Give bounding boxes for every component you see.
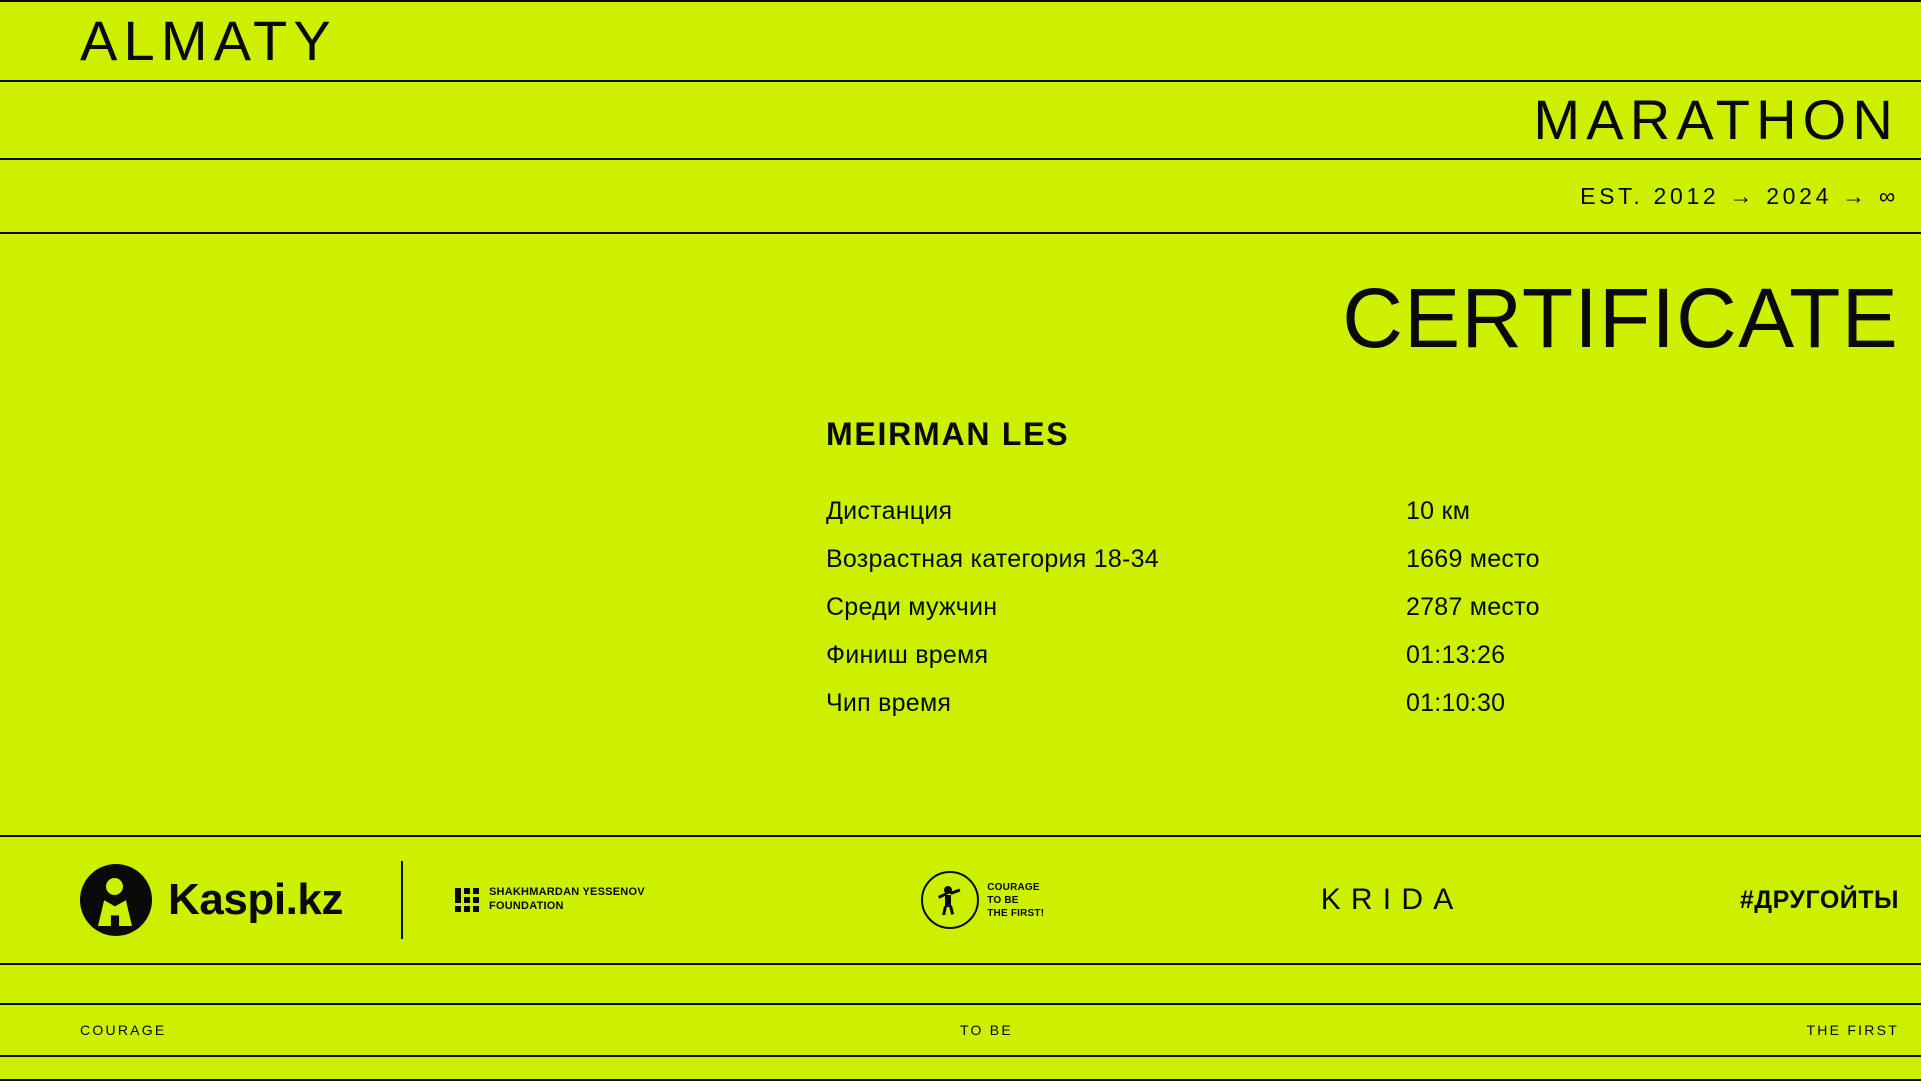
kaspi-label: Kaspi.kz xyxy=(168,875,343,924)
yessenov-logo-icon xyxy=(455,888,479,912)
footer-bottom-gap xyxy=(0,1057,1921,1079)
row-value: 10 км xyxy=(1406,497,1471,525)
corporate-fund-label xyxy=(987,881,1044,920)
sponsor-drugoity: #ДРУГОЙТЫ xyxy=(1739,885,1899,914)
sponsor-yessenov xyxy=(455,886,645,914)
sponsor-krida: KRIDA xyxy=(1320,883,1464,916)
corporate-fund-icon xyxy=(921,871,979,929)
table-row xyxy=(826,497,1540,545)
runner-figure-icon xyxy=(937,885,963,915)
established-years: EST. 2012 → 2024 → ∞ xyxy=(1580,182,1899,209)
sponsor-kaspi xyxy=(80,864,343,936)
yessenov-label xyxy=(489,886,645,914)
footer-left: COURAGE xyxy=(80,1022,167,1038)
row-value: 01:13:26 xyxy=(1406,641,1506,669)
brand-almaty: ALMATY xyxy=(80,9,337,72)
kaspi-logo-icon xyxy=(80,864,152,936)
yessenov-label-line2: FOUNDATION xyxy=(489,900,564,912)
row-label: Финиш время xyxy=(826,641,989,669)
certificate-body xyxy=(0,234,1921,835)
footer-middle: TO BE xyxy=(960,1022,1013,1038)
table-row xyxy=(826,641,1540,689)
athlete-name: MEIRMAN LES xyxy=(826,416,1070,452)
row-value: 1669 место xyxy=(1406,545,1540,573)
sponsor-corporate-fund xyxy=(921,871,1044,929)
row-label: Дистанция xyxy=(826,497,953,525)
header-band-est xyxy=(0,160,1921,232)
table-row xyxy=(826,545,1540,593)
sponsor-strip xyxy=(0,837,1921,963)
row-label: Чип время xyxy=(826,689,952,717)
header-band-marathon xyxy=(0,82,1921,158)
courage-line-3: THE FIRST! xyxy=(987,907,1045,919)
sponsor-divider xyxy=(401,861,403,939)
body-spacer xyxy=(0,737,1921,835)
row-label: Возрастная категория 18-34 xyxy=(826,545,1159,573)
courage-line-2: TO BE xyxy=(987,894,1019,906)
page-footer xyxy=(0,1005,1921,1055)
footer-gap xyxy=(0,965,1921,1003)
table-row xyxy=(826,689,1540,737)
row-value: 2787 место xyxy=(1406,593,1540,621)
brand-marathon: MARATHON xyxy=(1533,88,1899,151)
result-details xyxy=(826,416,1921,737)
yessenov-label-line1: SHAKHMARDAN YESSENOV xyxy=(489,886,645,899)
row-value: 01:10:30 xyxy=(1406,689,1506,717)
results-table xyxy=(826,497,1540,737)
header-band-almaty xyxy=(0,2,1921,80)
footer-right: THE FIRST xyxy=(1806,1022,1899,1038)
table-row xyxy=(826,593,1540,641)
row-label: Среди мужчин xyxy=(826,593,998,621)
courage-line-1: COURAGE xyxy=(987,881,1040,893)
page-title: CERTIFICATE xyxy=(1342,271,1899,365)
